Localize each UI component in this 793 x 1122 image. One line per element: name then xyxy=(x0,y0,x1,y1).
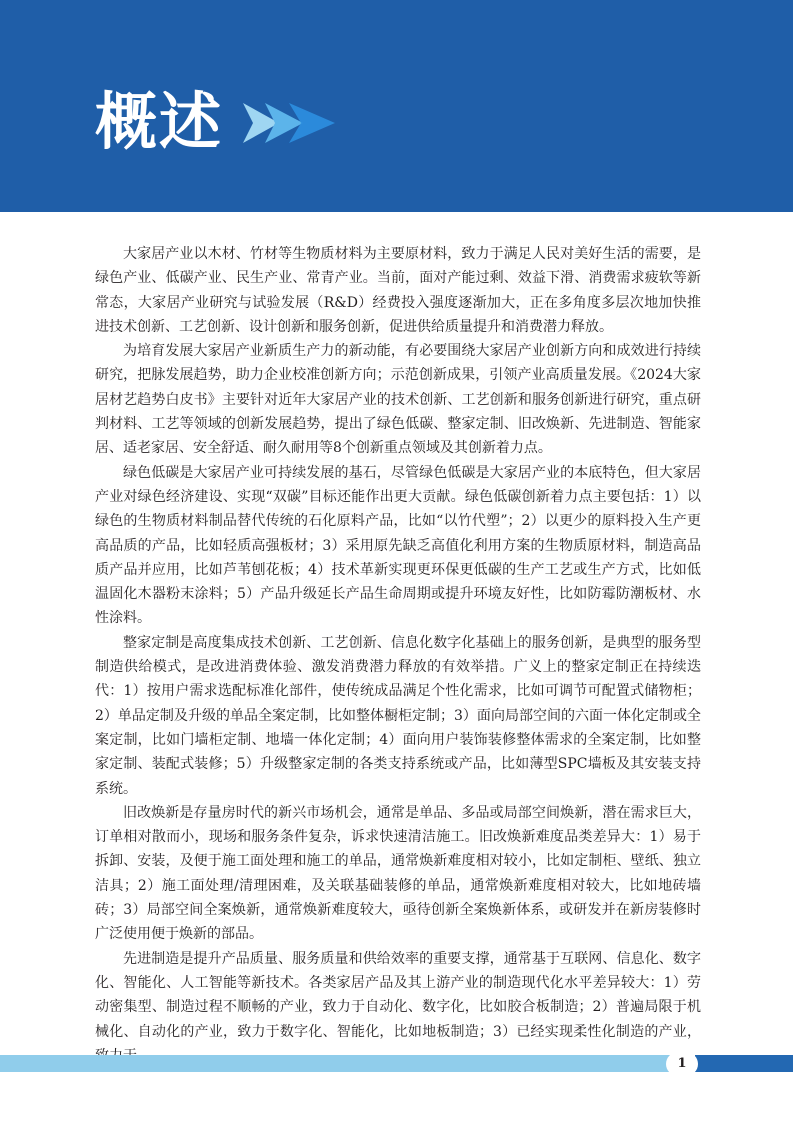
footer-bar-light xyxy=(0,1055,680,1072)
page-title: 概述 xyxy=(95,85,224,158)
body-text xyxy=(95,242,701,1068)
triple-chevron-right-icon xyxy=(243,103,335,143)
paragraph-renovation: 旧改焕新是存量房时代的新兴市场机会，通常是单品、多品或局部空间焕新，潜在需求巨大，订单相对散而小，现场和服务条件复杂，诉求快速清洁施工。旧改焕新难度品类差异大：1）易于拆卸、安装，及便于施工面处理和施工的单品，通常焕新难度相对较小，比如定制柜、壁纸、独立洁具；2）施工面处理/清理困难，及关联基础装修的单品，通常焕新难度相对较大，比如地砖墙砖；3）局部空间全案焕新，通常焕新难度较大，亟待创新全案焕新体系，或研发并在新房装修时广泛使用便于焕新的部品。 xyxy=(95,804,701,943)
page-number: 1 xyxy=(666,1052,698,1076)
footer-bar-dark xyxy=(695,1055,793,1072)
paragraph-advanced-manufacturing: 先进制造是提升产品质量、服务质量和供给效率的重要支撑，通常基于互联网、信息化、数字化、智能化、人工智能等新技术。各类家居产品及其上游产业的制造现代化水平差异较大：1）劳动密集型、制造过程不顺畅的产业，致力于自动化、数字化，比如胶合板制造；2）普遍局限于机械化、自动化的产业，致力于数字化、智能化，比如地板制造；3）已经实现柔性化制造的产业， xyxy=(95,950,701,1040)
header-banner xyxy=(0,0,793,212)
paragraph-green-low-carbon: 绿色低碳是大家居产业可持续发展的基石，尽管绿色低碳是大家居产业的本底特色，但大家居产业对绿色经济建设、实现“双碳”目标还能作出更大贡献。绿色低碳创新着力点主要包括：1）以绿色的生物质材料制品替代传统的石化原料产品，比如“以竹代塑”；2）以更少的原料投入生产更高品质的产品，比如轻质高强板材；3）采用原先缺乏高值化利用方案的生物质原材料，制造高品质产品并应用，比如芦苇刨花板；4）技术革新实现更环保更低碳的生产工艺或生产方式，比如低温固化木器粉末涂料；5）产品升级延长产品生命周期或提升环境友好性，比如防霉防潮板材、水性涂料。 xyxy=(95,464,701,627)
paragraph-whitepaper: 为培育发展大家居产业新质生产力的新动能，有必要围绕大家居产业创新方向和成效进行持续研究，把脉发展趋势，助力企业校准创新方向；示范创新成果，引领产业高质量发展。《2024大家居材艺趋势白皮书》主要针对近年大家居产业的技术创新、工艺创新和服务创新进行研究，重点研判材料、工艺等领域的创新发展趋势，提出了绿色低碳、整家定制、旧改焕新、先进制造、智能家居、适老家居、安全舒适、耐久耐用等8个创新重点领域及其创新着力点。 xyxy=(95,343,701,457)
paragraph-intro: 大家居产业以木材、竹材等生物质材料为主要原材料，致力于满足人民对美好生活的需要，是绿色产业、低碳产业、民生产业、常青产业。当前，面对产能过剩、效益下滑、消费需求疲软等新常态，大家居产业研究与试验发展（R&D）经费投入强度逐渐加大，正在多角度多层次地加快推进技术创新、工艺创新、设计创新和服务创新，促进供给质量提升和消费潜力释放。 xyxy=(95,246,701,335)
paragraph-whole-home-custom: 整家定制是高度集成技术创新、工艺创新、信息化数字化基础上的服务创新，是典型的服务型制造供给模式，是改进消费体验、激发消费潜力释放的有效举措。广义上的整家定制正在持续迭代：1）按用户需求选配标准化部件，使传统成品满足个性化需求，比如可调节可配置式储物柜；2）单品定制及升级的单品全案定制，比如整体橱柜定制；3）面向局部空间的六面一体化定制或全案定制，比如门墙柜定制、地墙一体化定制；4）面向用户装饰装修整体需求的全案定制，比如整家定制、装配式装修；5）升级整家定制的各类支持系统或产品，比如薄型SPC墙板及其安装支持系统。 xyxy=(95,634,701,797)
